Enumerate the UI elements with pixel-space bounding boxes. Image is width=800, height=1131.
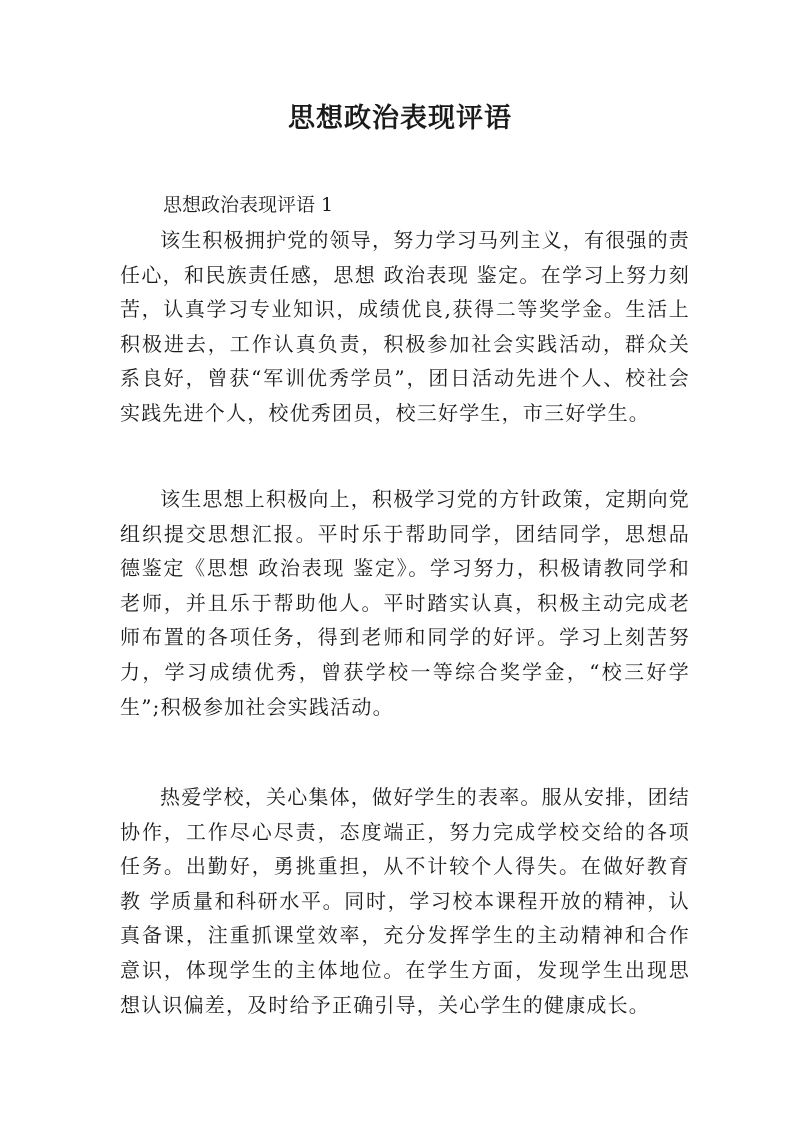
paragraph-1: 该生积极拥护党的领导，努力学习马列主义，有很强的责任心，和民族责任感，思想 政治表现 鉴定。在学习上努力刻苦，认真学习专业知识，成绩优良,获得二等奖学金。生活上积极进去，工作认真负责，积极参加社会实践活动，群众关系良好，曾获“军训优秀学员”，团日活动先进个人、校社会实践先进个人，校优秀团员，校三好学生，市三好学生。 xyxy=(120,228,690,425)
section-heading: 思想政治表现评语 1 xyxy=(163,194,334,216)
document-title: 思想政治表现评语 xyxy=(288,103,512,134)
paragraph-2: 该生思想上积极向上，积极学习党的方针政策，定期向党组织提交思想汇报。平时乐于帮助同学，团结同学，思想品德鉴定《思想 政治表现 鉴定》。学习努力，积极请教同学和老师，并且乐于帮助他人。平时踏实认真，积极主动完成老师布置的各项任务，得到老师和同学的好评。学习上刻苦努力，学习成绩优秀，曾获学校一等综合奖学金，“校三好学生”;积极参加社会实践活动。 xyxy=(120,487,690,719)
paragraph-3: 热爱学校，关心集体，做好学生的表率。服从安排，团结协作，工作尽心尽责，态度端正，努力完成学校交给的各项任务。出勤好，勇挑重担，从不计较个人得失。在做好教育教 学质量和科研水平。同时，学习校本课程开放的精神，认真备课，注重抓课堂效率，充分发挥学生的主动精神和合作意识，体现学生的主体地位。在学生方面，发现学生出现思想认识偏差，及时给予正确引导，关心学生的健康成长。 xyxy=(120,785,690,1017)
